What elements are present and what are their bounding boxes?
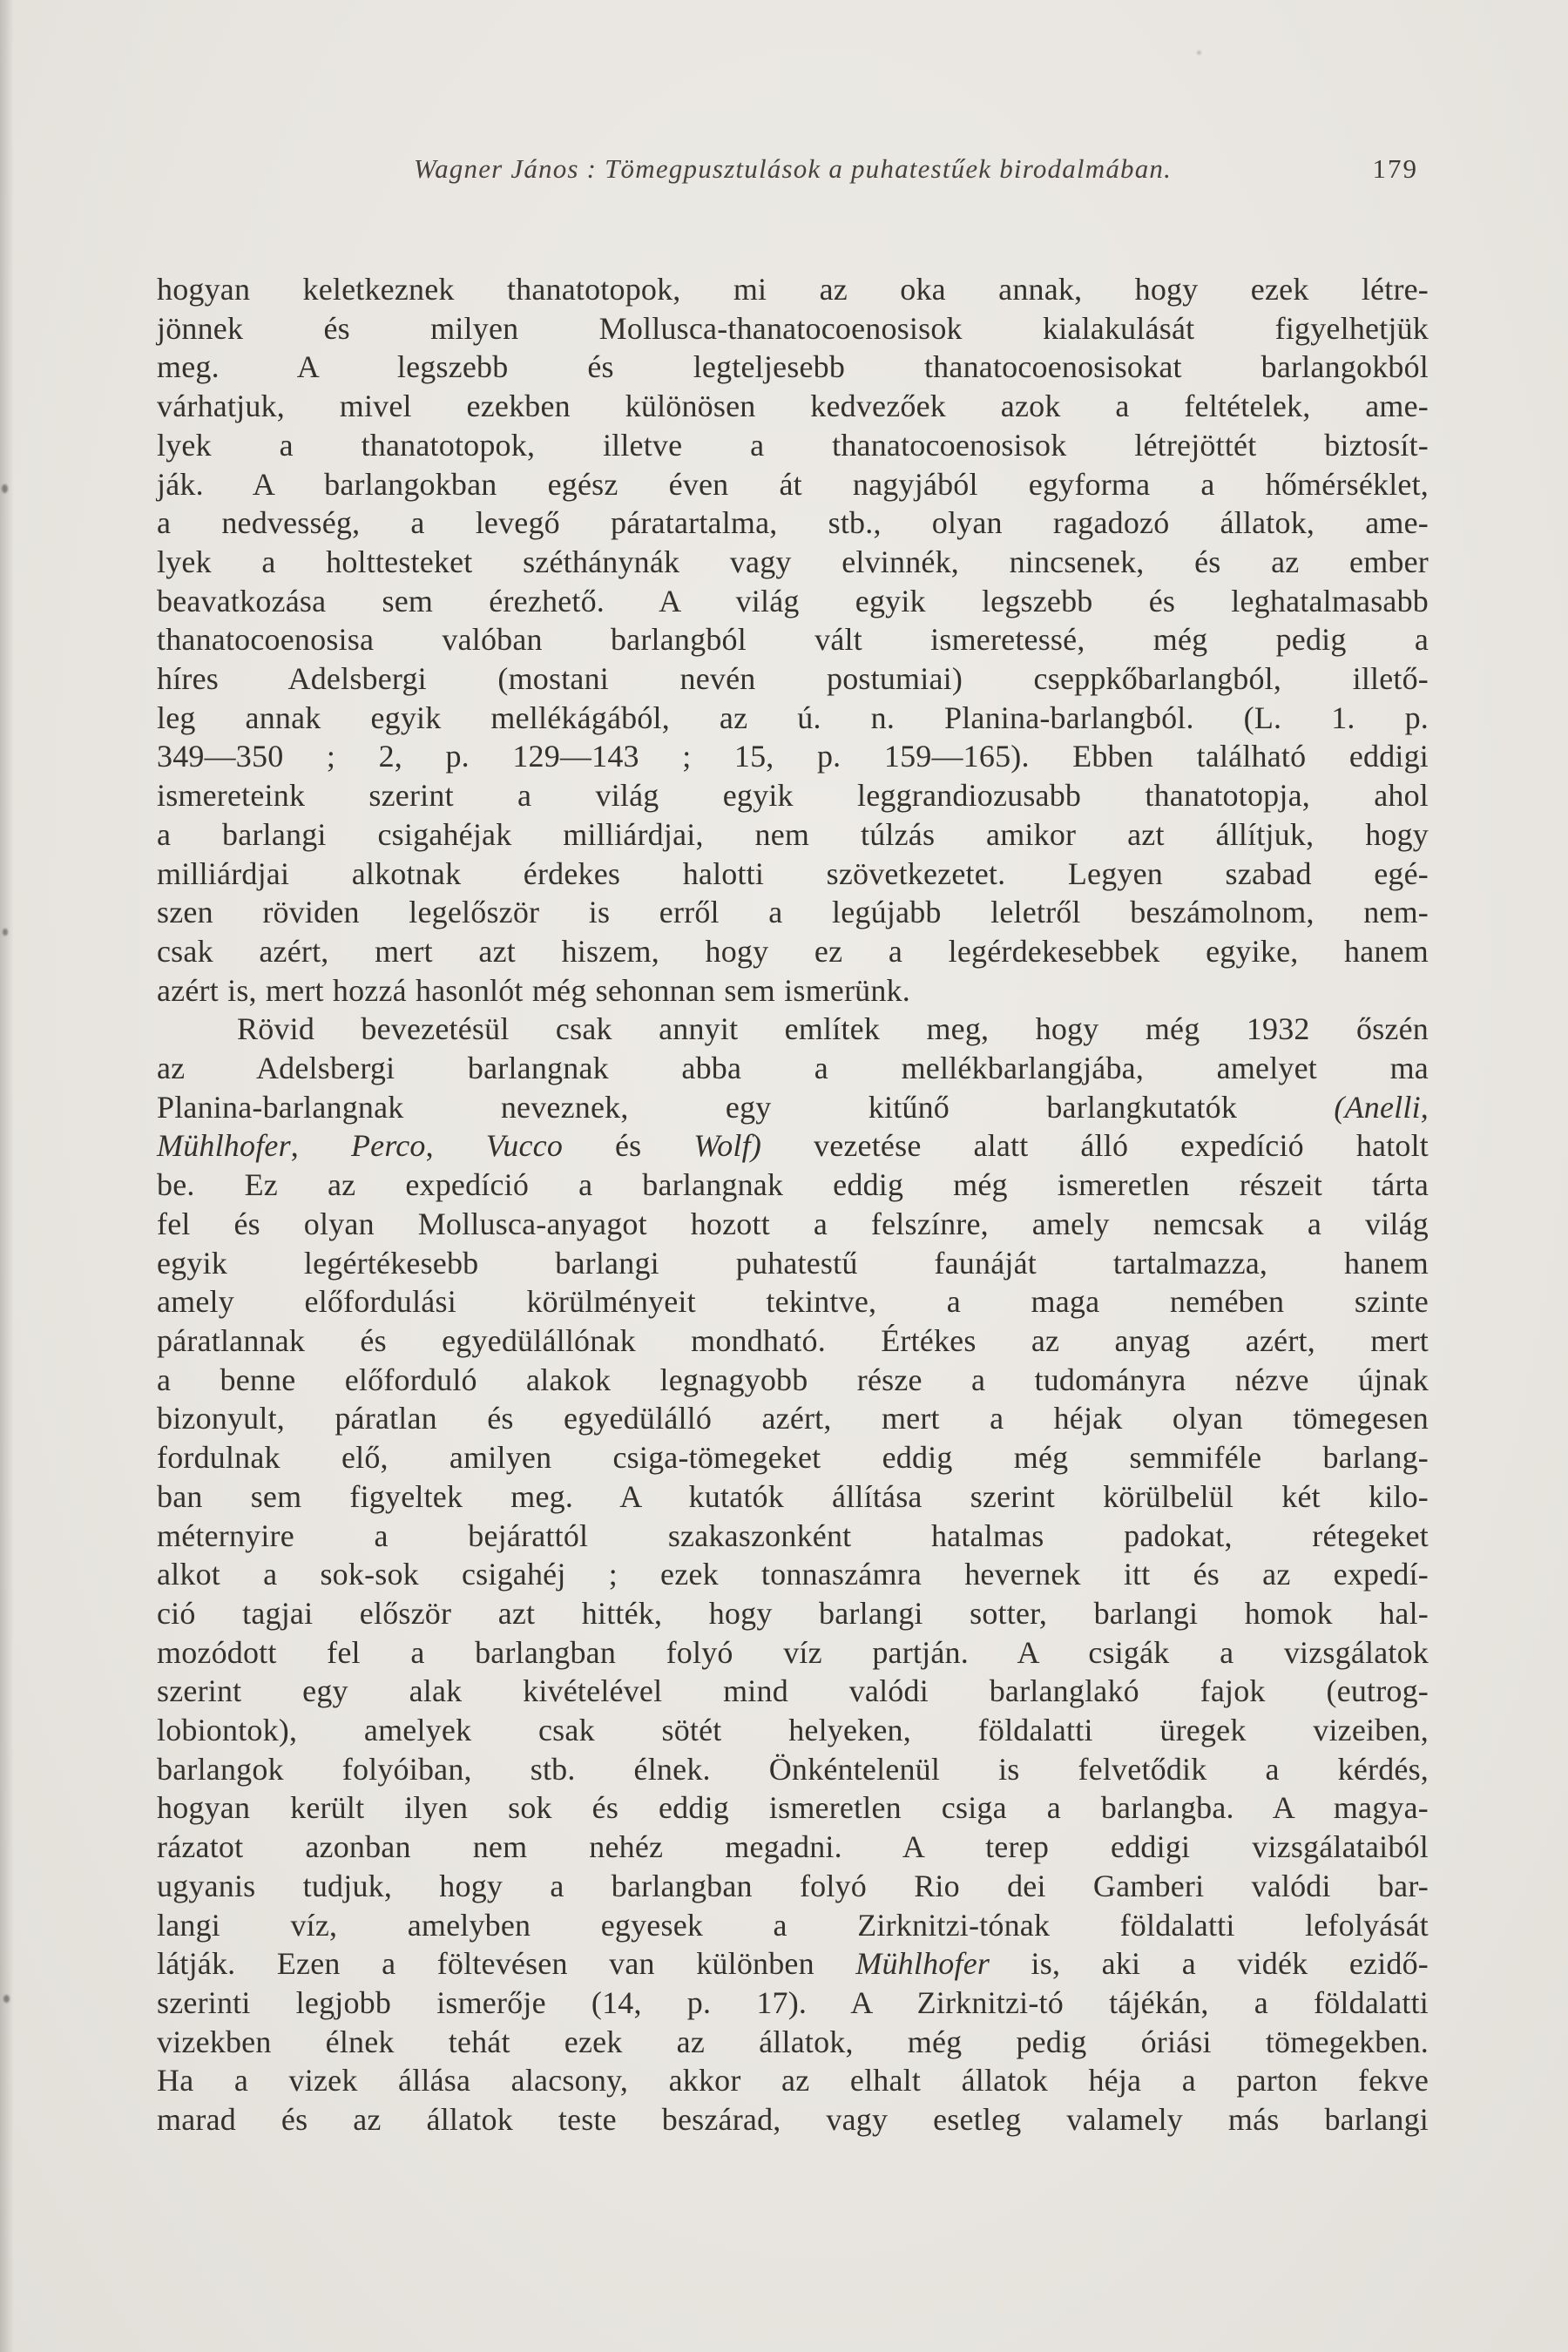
- text-segment: látják. Ezen a föltevésen van különben: [157, 1946, 856, 1982]
- text-line: [157, 1166, 1429, 1205]
- text-line: [157, 659, 1429, 699]
- text-line: [157, 1010, 1429, 1049]
- text-segment: ugyanis tudjuk, hogy a barlangban folyó Rio dei Gamberi valódi bar-: [157, 1868, 1429, 1903]
- text-line: [157, 1438, 1429, 1477]
- text-segment: milliárdjai alkotnak érdekes halotti szövetkezetet. Legyen szabad egé-: [157, 855, 1429, 891]
- scan-speck: [2, 484, 8, 493]
- text-line: [157, 1049, 1429, 1088]
- text-segment: vezetése alatt álló expedíció hatolt: [761, 1128, 1429, 1164]
- italic-text-segment: Vucco: [485, 1128, 564, 1164]
- text-segment: mozódott fel a barlangban folyó víz partján. A csigák a vizsgálatok: [157, 1634, 1429, 1670]
- text-segment: be. Ez az expedíció a barlangnak eddig még ismeretlen részeit tárta: [157, 1167, 1429, 1203]
- text-segment: azért is, mert hozzá hasonlót még sehonnan sem ismerünk.: [157, 972, 910, 1008]
- text-segment: ció tagjai először azt hitték, hogy barlangi sotter, barlangi homok hal-: [157, 1595, 1429, 1631]
- text-line: [157, 620, 1429, 659]
- text-line: [157, 309, 1429, 348]
- text-segment: híres Adelsbergi (mostani nevén postumiai) cseppkőbarlangból, illető-: [157, 661, 1429, 697]
- text-segment: bizonyult, páratlan és egyedülálló azért, mert a héjak olyan tömegesen: [157, 1401, 1429, 1436]
- text-segment: fel és olyan Mollusca-anyagot hozott a felszínre, amely nemcsak a világ: [157, 1206, 1429, 1241]
- scan-speck: [3, 929, 8, 936]
- text-segment: várhatjuk, mivel ezekben különösen kedvezőek azok a feltételek, ame-: [157, 389, 1429, 424]
- text-line: [157, 504, 1429, 543]
- text-line: [157, 1594, 1429, 1633]
- italic-text-segment: Mühlhofer: [157, 1128, 291, 1164]
- text-line: [157, 1750, 1429, 1789]
- text-segment: az Adelsbergi barlangnak abba a mellékbarlangjába, amelyet ma: [157, 1051, 1429, 1086]
- text-segment: marad és az állatok teste beszárad, vagy esetleg valamely más barlangi: [157, 2102, 1429, 2138]
- text-segment: ják. A barlangokban egész éven át nagyjából egyforma a hőmérséklet,: [157, 466, 1429, 502]
- text-segment: hogyan keletkeznek thanatotopok, mi az oka annak, hogy ezek létre-: [157, 272, 1429, 307]
- page-number: 179: [1372, 153, 1418, 184]
- text-line: [157, 1633, 1429, 1673]
- text-line: [157, 776, 1429, 815]
- text-segment: alkot a sok-sok csigahéj ; ezek tonnaszámra hevernek itt és az expedí-: [157, 1557, 1429, 1592]
- text-line: [157, 2061, 1429, 2100]
- text-line: [157, 1205, 1429, 1244]
- italic-text-segment: Perco: [350, 1128, 426, 1164]
- text-segment: barlangok folyóiban, stb. élnek. Önkéntelenül is felvetődik a kérdés,: [157, 1751, 1429, 1787]
- text-segment: is, aki a vidék ezidő-: [990, 1946, 1429, 1982]
- scan-speck: [3, 1995, 10, 2003]
- italic-text-segment: Mühlhofer: [855, 1946, 990, 1982]
- text-segment: egyik legértékesebb barlangi puhatestű faunáját tartalmazza, hanem: [157, 1245, 1429, 1281]
- text-segment: rázatot azonban nem nehéz megadni. A terep eddigi vizsgálataiból: [157, 1829, 1429, 1865]
- text-line: [157, 893, 1429, 932]
- text-line: [157, 1711, 1429, 1750]
- text-segment: amely előfordulási körülményeit tekintve, a maga nemében szinte: [157, 1284, 1429, 1320]
- text-line: [157, 1361, 1429, 1400]
- text-segment: jönnek és milyen Mollusca-thanatocoenosisok kialakulását figyelhetjük: [157, 310, 1429, 346]
- text-segment: szerint egy alak kivételével mind valódi barlanglakó fajok (eutrog-: [157, 1673, 1429, 1709]
- text-line: [157, 699, 1429, 738]
- text-segment: ,: [425, 1128, 486, 1164]
- text-segment: ban sem figyeltek meg. A kutatók állítása szerint körülbelül két kilo-: [157, 1478, 1429, 1514]
- text-line: [157, 1906, 1429, 1945]
- text-line: [157, 465, 1429, 504]
- text-line: [157, 855, 1429, 894]
- text-segment: beavatkozása sem érezhető. A világ egyik legszebb és leghatalmasabb: [157, 583, 1429, 618]
- text-line: [157, 1282, 1429, 1321]
- text-line: [157, 1555, 1429, 1594]
- text-segment: Ha a vizek állása alacsony, akkor az elhalt állatok héja a parton fekve: [157, 2063, 1429, 2099]
- text-line: [157, 1828, 1429, 1867]
- text-line: [157, 1477, 1429, 1517]
- text-segment: lyek a thanatotopok, illetve a thanatocoenosisok létrejöttét biztosít-: [157, 427, 1429, 463]
- running-header: [157, 152, 1429, 190]
- scan-speck: [1197, 51, 1201, 55]
- text-line: [157, 2023, 1429, 2062]
- text-segment: páratlannak és egyedülállónak mondható. Értékes az anyag azért, mert: [157, 1322, 1429, 1358]
- text-segment: és: [563, 1128, 694, 1164]
- text-line: [157, 1672, 1429, 1711]
- text-segment: lobiontok), amelyek csak sötét helyeken, földalatti üregek vizeiben,: [157, 1713, 1429, 1748]
- text-line: [157, 1126, 1429, 1166]
- text-segment: vizekben élnek tehát ezek az állatok, még pedig óriási tömegekben.: [157, 2024, 1429, 2059]
- text-line: [157, 1867, 1429, 1906]
- text-segment: a benne előforduló alakok legnagyobb része a tudományra nézve újnak: [157, 1362, 1429, 1397]
- italic-text-segment: Wolf): [693, 1128, 762, 1164]
- text-segment: méternyire a bejárattól szakaszonként hatalmas padokat, rétegeket: [157, 1517, 1429, 1553]
- text-line: [157, 543, 1429, 582]
- text-segment: meg. A legszebb és legteljesebb thanatocoenosisokat barlangokból: [157, 349, 1429, 385]
- text-line: [157, 1944, 1429, 1984]
- text-line: [157, 1517, 1429, 1556]
- text-line: [157, 815, 1429, 855]
- text-segment: lyek a holttesteket széthánynák vagy elvinnék, nincsenek, és az ember: [157, 544, 1429, 579]
- italic-text-segment: (Anelli,: [1334, 1089, 1429, 1125]
- running-header-title: Wagner János : Tömegpusztulások a puhatestűek birodalmában.: [413, 153, 1173, 184]
- text-line: [157, 2100, 1429, 2139]
- text-line: [157, 971, 1429, 1010]
- text-segment: a barlangi csigahéjak milliárdjai, nem túlzás amikor azt állítjuk, hogy: [157, 816, 1429, 852]
- text-segment: csak azért, mert azt hiszem, hogy ez a legérdekesebbek egyike, hanem: [157, 933, 1429, 969]
- text-segment: 349—350 ; 2, p. 129—143 ; 15, p. 159—165). Ebben található eddigi: [157, 739, 1429, 774]
- text-segment: fordulnak elő, amilyen csiga-tömegeket eddig még semmiféle barlang-: [157, 1440, 1429, 1476]
- text-segment: szerinti legjobb ismerője (14, p. 17). A Zirknitzi-tó tájékán, a földalatti: [157, 1984, 1429, 2020]
- text-line: [157, 582, 1429, 621]
- text-segment: Planina-barlangnak neveznek, egy kitűnő barlangkutatók: [157, 1089, 1335, 1125]
- body-text: [157, 270, 1429, 2139]
- text-line: [157, 387, 1429, 426]
- text-segment: a nedvesség, a levegő páratartalma, stb., olyan ragadozó állatok, ame-: [157, 505, 1429, 541]
- text-segment: leg annak egyik mellékágából, az ú. n. Planina-barlangból. (L. 1. p.: [157, 700, 1429, 735]
- text-line: [157, 1788, 1429, 1828]
- text-line: [157, 426, 1429, 465]
- text-line: [157, 1984, 1429, 2023]
- text-line: [157, 1399, 1429, 1438]
- text-segment: Rövid bevezetésül csak annyit említek meg, hogy még 1932 őszén: [237, 1011, 1429, 1047]
- text-segment: langi víz, amelyben egyesek a Zirknitzi-tónak földalatti lefolyását: [157, 1907, 1429, 1943]
- text-line: [157, 737, 1429, 776]
- text-segment: ismereteink szerint a világ egyik leggrandiozusabb thanatotopja, ahol: [157, 778, 1429, 814]
- text-line: [157, 348, 1429, 387]
- text-segment: szen röviden legelőször is erről a legújabb leletről beszámolnom, nem-: [157, 895, 1429, 930]
- text-segment: thanatocoenosisa valóban barlangból vált ismeretessé, még pedig a: [157, 622, 1429, 658]
- text-line: [157, 932, 1429, 971]
- text-segment: ,: [290, 1128, 351, 1164]
- text-line: [157, 1321, 1429, 1361]
- text-line: [157, 1088, 1429, 1127]
- text-segment: hogyan került ilyen sok és eddig ismeretlen csiga a barlangba. A magya-: [157, 1790, 1429, 1826]
- text-line: [157, 1244, 1429, 1283]
- text-line: [157, 270, 1429, 309]
